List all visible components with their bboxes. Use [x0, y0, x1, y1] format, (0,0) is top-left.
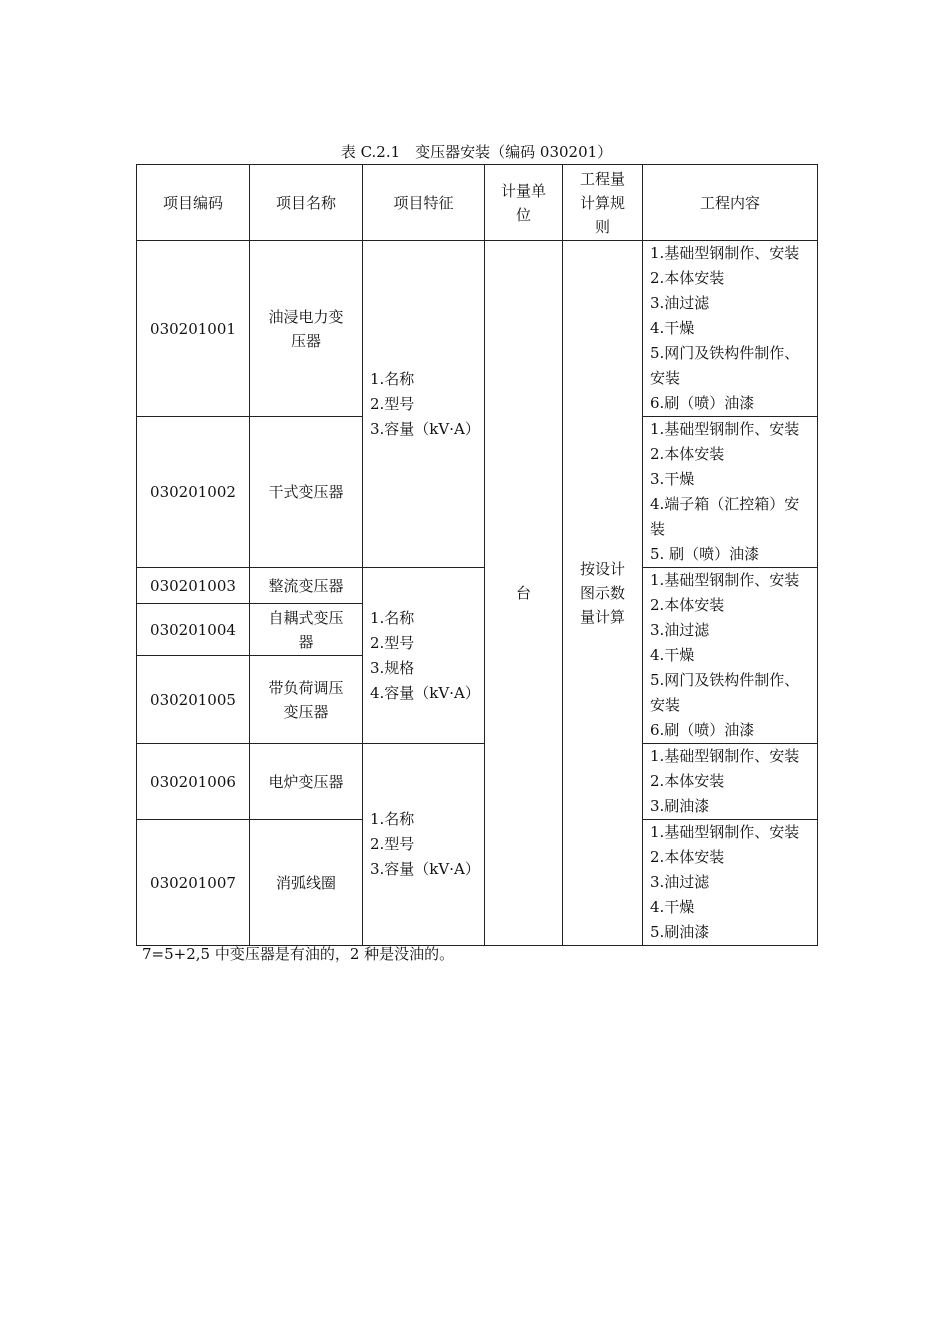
content-cell: 1.基础型钢制作、安装 2.本体安装 3.刷油漆 [643, 744, 818, 820]
row-name: 带负荷调压 变压器 [250, 656, 363, 744]
row-name: 自耦式变压 器 [250, 604, 363, 656]
row-code: 030201005 [137, 656, 250, 744]
feature-cell: 1.名称 2.型号 3.容量（kV·A） [363, 744, 485, 946]
table-caption: 表 C.2.1 变压器安装（编码 030201） [340, 143, 613, 161]
rule-cell: 按设计 图示数 量计算 [563, 241, 643, 946]
row-code: 030201007 [137, 820, 250, 946]
header-unit: 计量单 位 [485, 165, 563, 241]
row-code: 030201001 [137, 241, 250, 417]
unit-cell: 台 [485, 241, 563, 946]
table-row [137, 568, 818, 604]
feature-cell: 1.名称 2.型号 3.规格 4.容量（kV·A） [363, 568, 485, 744]
header-content: 工程内容 [643, 165, 818, 241]
row-code: 030201002 [137, 417, 250, 568]
header-rule: 工程量 计算规 则 [563, 165, 643, 241]
footnote: 7=5+2,5 中变压器是有油的，2 种是没油的。 [142, 945, 455, 963]
header-row [137, 165, 818, 241]
header-feature: 项目特征 [363, 165, 485, 241]
content-cell: 1.基础型钢制作、安装 2.本体安装 3.油过滤 4.干燥 5.网门及铁构件制作、 安装 6.刷（喷）油漆 [643, 241, 818, 417]
row-code: 030201003 [137, 568, 250, 604]
row-code: 030201004 [137, 604, 250, 656]
table-row [137, 241, 818, 417]
content-cell: 1.基础型钢制作、安装 2.本体安装 3.油过滤 4.干燥 5.网门及铁构件制作、 安装 6.刷（喷）油漆 [643, 568, 818, 744]
row-name: 消弧线圈 [250, 820, 363, 946]
content-cell: 1.基础型钢制作、安装 2.本体安装 3.油过滤 4.干燥 5.刷油漆 [643, 820, 818, 946]
feature-cell: 1.名称 2.型号 3.容量（kV·A） [363, 241, 485, 568]
row-code: 030201006 [137, 744, 250, 820]
row-name: 整流变压器 [250, 568, 363, 604]
header-code: 项目编码 [137, 165, 250, 241]
table-row [137, 744, 818, 820]
spec-table [136, 164, 818, 946]
row-name: 干式变压器 [250, 417, 363, 568]
content-cell: 1.基础型钢制作、安装 2.本体安装 3.干燥 4.端子箱（汇控箱）安 装 5. 刷（喷）油漆 [643, 417, 818, 568]
row-name: 电炉变压器 [250, 744, 363, 820]
header-name: 项目名称 [250, 165, 363, 241]
row-name: 油浸电力变 压器 [250, 241, 363, 417]
